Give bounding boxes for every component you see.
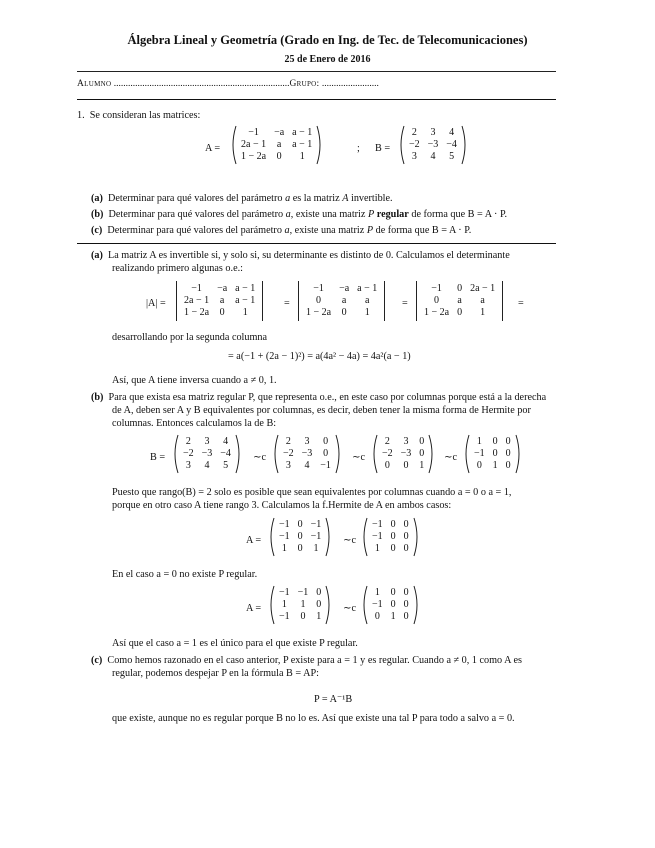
determinant-bar (384, 281, 385, 321)
matrix-cell: a − 1 (357, 283, 378, 294)
matrix-cell: 2a − 1 (470, 283, 496, 294)
sol-b-line1: (b) Para que exista esa matriz regular P, que representa o.e., en este caso por columnas porque está a la derecha (91, 392, 547, 403)
part-c: (c) Determinar para qué valores del parámetro a, existe una matriz P de forma que B = A · P. (91, 225, 472, 236)
equiv-sym: ∼c (444, 452, 458, 463)
sol-b-line2: de A, deben ser A y B equivalentes por columnas, es decir, deben tener la misma forma de Hermite por (112, 405, 531, 416)
matrix-cell: 0 (457, 283, 463, 294)
matrix-cell: a (276, 139, 282, 150)
matrix-cell: −1 (372, 519, 383, 530)
matrix-cell: a − 1 (235, 283, 256, 294)
matrix-cell: 3 (185, 460, 191, 471)
matrix-A (230, 127, 323, 163)
matrix-cell: 0 (276, 151, 282, 162)
matrix-cell: −3 (201, 448, 213, 459)
matrix-cell: 1 (242, 307, 248, 318)
matrix-cell: 1 (374, 587, 380, 598)
matrix-cell: −1 (431, 283, 442, 294)
matrix-cell: 0 (297, 519, 303, 530)
matrix-cell: −1 (320, 460, 331, 471)
matrix-cell: −1 (313, 283, 324, 294)
matrix-cell: −3 (301, 448, 313, 459)
case1-lhs: A = (246, 603, 262, 614)
matrix-cell: 1 (492, 460, 498, 471)
matrix-cell: 3 (304, 436, 310, 447)
sol-c-line2: regular, podemos despejar P en la fórmula B = AP: (112, 668, 319, 679)
matrix-cell: −2 (183, 448, 194, 459)
matrix-cell: 1 (300, 599, 306, 610)
matrix-cell: 0 (403, 519, 409, 530)
case0-A (268, 519, 332, 555)
matrix-cell: a − 1 (292, 139, 313, 150)
case0-H (361, 519, 420, 555)
B-chain-1 (272, 436, 342, 472)
det-lhs: |A| = (146, 298, 166, 309)
matrix-parentheses (361, 517, 420, 557)
matrix-cell: −1 (279, 519, 290, 530)
alumno-label: Alumno (77, 79, 112, 89)
matrix-cell: 0 (323, 436, 329, 447)
case1-text: Así que el caso a = 1 es el único para el que existe P regular. (112, 638, 358, 649)
matrix-cell: −1 (372, 531, 383, 542)
rank-line2: porque en otro caso A tiene rango 3. Calculamos la f.Hermite de A en ambos casos: (112, 500, 452, 511)
matrix-cell: −3 (427, 139, 439, 150)
matrix-cell: 0 (434, 295, 440, 306)
case1-A (268, 587, 332, 623)
determinant-bar (176, 281, 177, 321)
matrix-cell: −1 (310, 519, 322, 530)
matrix-parentheses (268, 585, 332, 625)
matrix-cell: 1 − 2a (241, 151, 267, 162)
rank-line1: Puesto que rango(B) = 2 solo es posible que sean equivalentes por columnas cuando a = 0 o a = 1, (112, 487, 512, 498)
matrix-cell: −1 (297, 587, 309, 598)
matrix-cell: −3 (400, 448, 412, 459)
equiv-sym: ∼c (352, 452, 366, 463)
grupo-blank: ........................ (321, 79, 379, 89)
matrix-cell: 0 (505, 448, 511, 459)
sol-a-line2: realizando primero algunas o.e.: (112, 263, 243, 274)
matrix-cell: 0 (316, 295, 322, 306)
part-b: (b) Determinar para qué valores del parámetro a, existe una matriz P regular de forma que B = A · P. (91, 209, 508, 220)
student-line (77, 79, 379, 89)
matrix-cell: 0 (403, 543, 409, 554)
case0-text: En el caso a = 0 no existe P regular. (112, 569, 258, 580)
matrix-cell: a − 1 (292, 127, 313, 138)
grupo-label: Grupo: (289, 79, 320, 89)
determinant-bar (416, 281, 417, 321)
matrix-cell: a (480, 295, 485, 306)
equiv-sym: ∼c (343, 535, 357, 546)
B-chain-2 (371, 436, 435, 472)
matrix-cell: −a (274, 127, 285, 138)
matrix-cell: 0 (403, 611, 409, 622)
matrix-cell: 3 (285, 460, 291, 471)
exam-date: 25 de Enero de 2016 (284, 54, 371, 65)
matrix-cell: 1 (281, 543, 287, 554)
matrix-cell: 2 (384, 436, 390, 447)
page-title: Álgebra Lineal y Geometría (Grado en Ing. de Tec. de Telecomunicaciones) (127, 33, 528, 47)
matrix-cell: −1 (191, 283, 202, 294)
matrix-cell: 0 (316, 587, 322, 598)
matrix-cell: 0 (403, 599, 409, 610)
matrix-cell: 1 (390, 611, 396, 622)
sol-a-line1: (a) La matriz A es invertible si, y solo si, su determinante es distinto de 0. Calculamos el determinante (91, 250, 510, 261)
det-1 (176, 283, 263, 319)
sol-a-conclusion: Así, que A tiene inversa cuando a ≠ 0, 1. (112, 375, 277, 386)
matrix-cell: 0 (219, 307, 225, 318)
determinant-bar (298, 281, 299, 321)
matrix-cell: 0 (390, 519, 396, 530)
matrix-cell: 1 (299, 151, 305, 162)
matrix-parentheses (371, 434, 435, 474)
matrix-cell: 0 (492, 436, 498, 447)
matrix-cell: 0 (492, 448, 498, 459)
matrix-cell: 4 (304, 460, 310, 471)
matrix-cell: −2 (283, 448, 294, 459)
matrix-cell: 0 (390, 531, 396, 542)
matrix-cell: 0 (403, 531, 409, 542)
matrix-cell: 0 (419, 448, 425, 459)
equiv-sym: ∼c (343, 603, 357, 614)
matrix-cell: 1 (364, 307, 370, 318)
alumno-blank: .......................................................................... (113, 79, 290, 89)
matrix-cell: 0 (505, 436, 511, 447)
determinant-bar (262, 281, 263, 321)
part-a: (a) Determinar para qué valores del parámetro a es la matriz A invertible. (91, 193, 393, 204)
matrix-cell: 4 (449, 127, 455, 138)
det-2 (298, 283, 385, 319)
matrix-cell: a − 1 (235, 295, 256, 306)
matrix-cell: 0 (505, 460, 511, 471)
matrix-cell: 1 (374, 543, 380, 554)
matrix-parentheses (172, 434, 242, 474)
determinant-bar (502, 281, 503, 321)
matrix-cell: 1 (316, 611, 322, 622)
matrix-cell: 5 (449, 151, 455, 162)
case1-H (361, 587, 420, 623)
matrix-cell: 1 (281, 599, 287, 610)
matrix-cell: 3 (411, 151, 417, 162)
matrix-cell: 2a − 1 (241, 139, 267, 150)
matrix-cell: −1 (279, 611, 290, 622)
matrix-cell: 0 (390, 587, 396, 598)
matrix-cell: −1 (310, 531, 322, 542)
matrix-cell: −4 (220, 448, 231, 459)
matrix-parentheses (361, 585, 420, 625)
matrix-parentheses (398, 125, 468, 165)
sol-a-formula: = a(−1 + (2a − 1)²) = a(4a² − 4a) = 4a²(a − 1) (228, 351, 411, 362)
matrix-cell: 2 (285, 436, 291, 447)
det-3 (416, 283, 503, 319)
sol-c-formula: P = A⁻¹B (314, 694, 353, 705)
matrix-cell: 1 (480, 307, 486, 318)
matrix-cell: 0 (403, 460, 409, 471)
matrix-cell: 3 (430, 127, 436, 138)
matrix-cell: a (364, 295, 370, 306)
matrix-cell: 1 (476, 436, 482, 447)
matrix-cell: 4 (204, 460, 210, 471)
matrix-cell: 0 (297, 531, 303, 542)
matrix-cell: −1 (474, 448, 485, 459)
matrix-cell: 0 (341, 307, 347, 318)
matrix-cell: 2 (411, 127, 417, 138)
B-chain-lhs: B = (150, 452, 166, 463)
matrix-cell: 0 (384, 460, 390, 471)
matrix-cell: 0 (316, 599, 322, 610)
matrix-cell: 0 (297, 543, 303, 554)
matrix-cell: 1 − 2a (306, 307, 332, 318)
matrix-cell: 0 (300, 611, 306, 622)
divider (77, 243, 556, 244)
matrix-cell: 0 (457, 307, 463, 318)
matrix-parentheses (463, 434, 522, 474)
matrix-cell: a (219, 295, 225, 306)
matrix-cell: a (457, 295, 462, 306)
matrix-cell: 0 (419, 436, 425, 447)
matrix-cell: 4 (223, 436, 229, 447)
matrix-cell: 1 − 2a (184, 307, 210, 318)
sol-a-expand: desarrollando por la segunda columna (112, 332, 268, 343)
matrix-cell: −1 (372, 599, 383, 610)
problem-statement: 1. Se consideran las matrices: (77, 110, 201, 121)
matrix-B (398, 127, 468, 163)
matrix-cell: −1 (279, 587, 290, 598)
matrix-cell: 0 (323, 448, 329, 459)
matrix-cell: 4 (430, 151, 436, 162)
matrix-cell: −4 (446, 139, 457, 150)
matrix-cell: 1 (419, 460, 425, 471)
matrix-cell: 3 (403, 436, 409, 447)
matrix-cell: 2 (185, 436, 191, 447)
matrix-cell: 1 − 2a (424, 307, 450, 318)
matrix-cell: 0 (390, 599, 396, 610)
divider (77, 71, 556, 72)
case0-lhs: A = (246, 535, 262, 546)
matrix-A-label: A = (205, 143, 221, 154)
matrix-cell: 3 (204, 436, 210, 447)
matrix-cell: 0 (403, 587, 409, 598)
matrix-cell: 0 (390, 543, 396, 554)
matrix-cell: 2a − 1 (184, 295, 210, 306)
matrix-cell: −a (217, 283, 228, 294)
matrix-B-label: B = (375, 143, 391, 154)
matrix-cell: −a (339, 283, 350, 294)
matrix-parentheses (268, 517, 332, 557)
sol-c-line1: (c) Como hemos razonado en el caso anterior, P existe para a = 1 y es regular. Cuando a ≠ 0, 1 como A es (91, 655, 522, 666)
equiv-sym: ∼c (253, 452, 267, 463)
matrix-cell: a (341, 295, 347, 306)
sol-b-line3: columnas. Entonces calculamos la de B: (112, 418, 277, 429)
matrix-parentheses (230, 125, 323, 165)
B-chain-0 (172, 436, 242, 472)
matrix-cell: 0 (476, 460, 482, 471)
matrix-cell: 0 (374, 611, 380, 622)
matrix-cell: 1 (313, 543, 319, 554)
matrix-cell: −2 (382, 448, 393, 459)
matrix-cell: 5 (223, 460, 229, 471)
matrix-cell: −1 (279, 531, 290, 542)
matrix-parentheses (272, 434, 342, 474)
divider (77, 99, 556, 100)
matrix-cell: −2 (409, 139, 420, 150)
matrix-cell: −1 (248, 127, 259, 138)
sol-c-conclusion: que existe, aunque no es regular porque B no lo es. Así que existe una tal P para todo a salvo a = 0. (112, 713, 515, 724)
B-chain-3 (463, 436, 522, 472)
